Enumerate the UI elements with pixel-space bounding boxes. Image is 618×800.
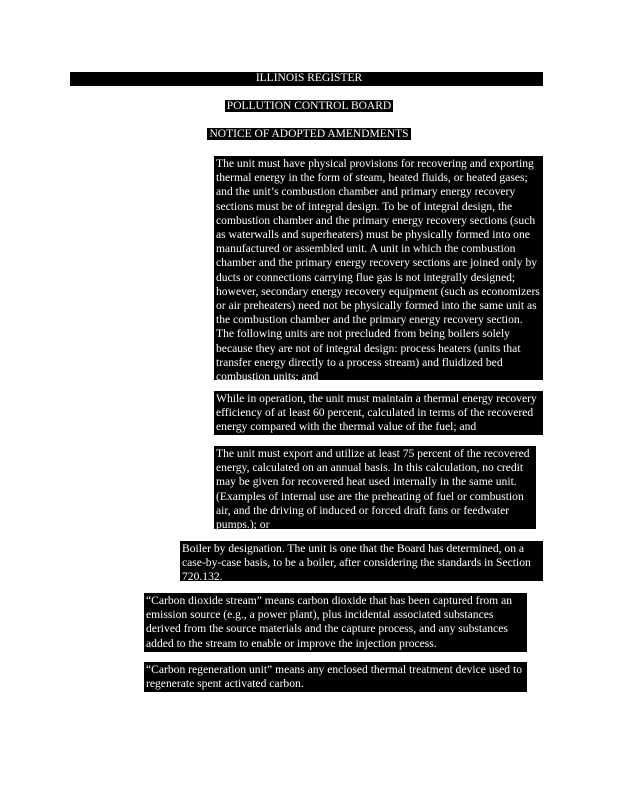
board-name: POLLUTION CONTROL BOARD — [226, 100, 392, 112]
paragraph-energy-efficiency: While in operation, the unit must maintain a thermal energy recovery efficiency of at least 60 percent, calculated in terms of the recovered energy compared with the thermal value of the fuel; and — [214, 391, 543, 435]
paragraph-boiler-designation: Boiler by designation. The unit is one that the Board has determined, on a case-by-case basis, to be a boiler, after considering the standards in Section 720.132. — [180, 541, 543, 581]
register-title: ILLINOIS REGISTER — [255, 72, 363, 84]
notice-title: NOTICE OF ADOPTED AMENDMENTS — [209, 128, 409, 140]
definition-carbon-regeneration-unit: “Carbon regeneration unit” means any enclosed thermal treatment device used to regenerate spent activated carbon. — [144, 662, 527, 692]
paragraph-export-energy: The unit must export and utilize at least 75 percent of the recovered energy, calculated on an annual basis. In this calculation, no credit may be given for recovered heat used internally in the same unit. (Examples of internal use are the preheating of fuel or combustion air, and the driving of induced or forced draft fans or feedwater pumps.); or — [214, 446, 536, 529]
definition-carbon-dioxide-stream: “Carbon dioxide stream” means carbon dioxide that has been captured from an emission source (e.g., a power plant), plus incidental associated substances derived from the source materials and the capture process, and any substances added to the stream to enable or improve the injection process. — [144, 593, 527, 652]
paragraph-integral-design: The unit must have physical provisions for recovering and exporting thermal energy in the form of steam, heated fluids, or heated gases; and the unit’s combustion chamber and primary energy recovery sections must be of integral design. To be of integral design, the combustion chamber and the primary energy recovery sections (such as waterwalls and superheaters) must be physically formed into one manufactured or assembled unit. A unit in which the combustion chamber and the primary energy recovery sections are joined only by ducts or connections carrying flue gas is not integrally designed; however, secondary energy recovery equipment (such as economizers or air preheaters) need not be physically formed into the same unit as the combustion chamber and the primary energy recovery section. The following units are not precluded from being boilers solely because they are not of integral design: process heaters (units that transfer energy directly to a process stream) and fluidized bed combustion units; and — [214, 156, 543, 380]
